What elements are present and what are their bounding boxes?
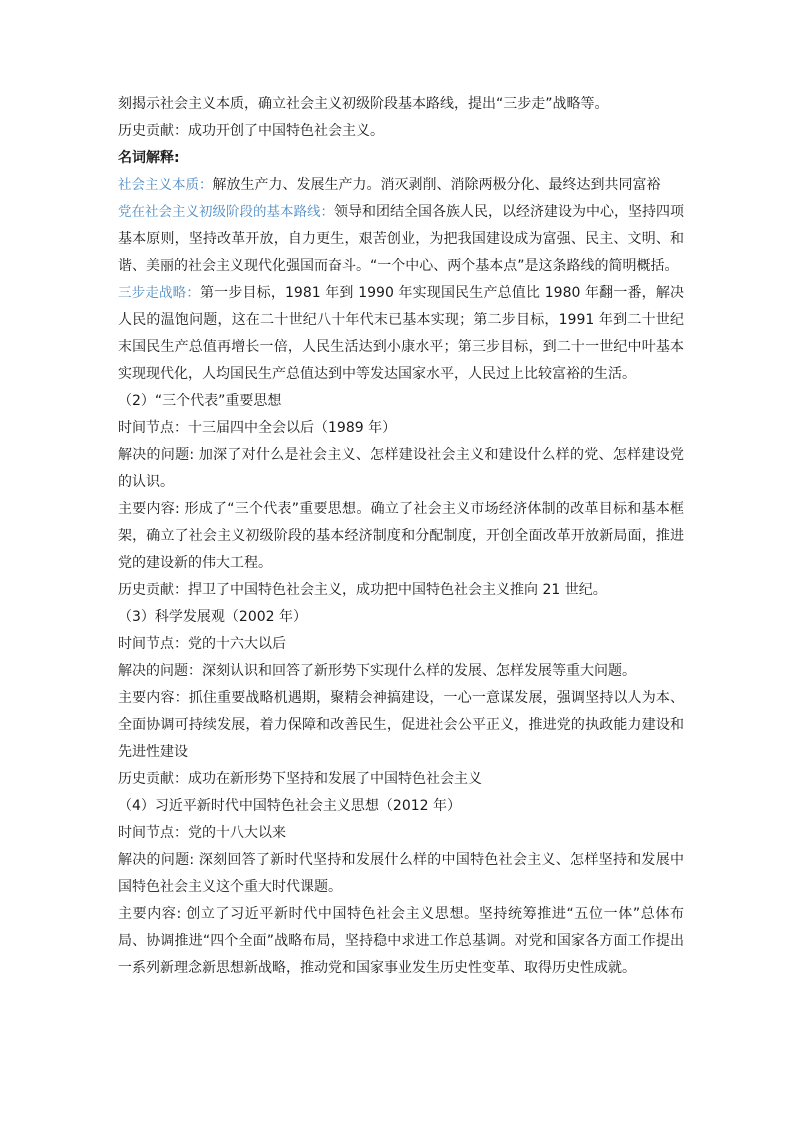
section-time: 时间节点：十三届四中全会以后（1989 年） <box>118 420 397 436</box>
glossary-item <box>118 172 684 199</box>
section-content: 主要内容: 创立了习近平新时代中国特色社会主义思想。坚持统筹推进“五位一体”总体布局、协调推进“四个全面”战略布局，坚持稳中求进工作总基调。对党和国家各方面工作提出一系列新理念新思想新战略，推动党和国家事业发生历史性变革、取得历史性成就。 <box>118 906 684 976</box>
section-heading: （2）“三个代表”重要思想 <box>118 393 282 409</box>
glossary-definition: 第一步目标，1981 年到 1990 年实现国民生产总值比 1980 年翻一番，解决人民的温饱问题，这在二十世纪八十年代末已基本实现；第二步目标，1991 年到二十世纪末国民生产总值再增长一倍，人民生活达到小康水平；第三步目标，到二十一世纪中叶基本实现现代化，人均国民生产总值达到中等发达国家水平，人民过上比较富裕的生活。 <box>118 285 685 382</box>
section-problem: 解决的问题：深刻认识和回答了新形势下实现什么样的发展、怎样发展等重大问题。 <box>118 663 636 679</box>
section-problem: 解决的问题: 加深了对什么是社会主义、怎样建设社会主义和建设什么样的党、怎样建设党的认识。 <box>118 447 684 490</box>
section-content: 主要内容：抓住重要战略机遇期，聚精会神搞建设，一心一意谋发展，强调坚持以人为本、全面协调可持续发展，着力保障和改善民生，促进社会公平正义，推进党的执政能力建设和先进性建设 <box>118 690 684 760</box>
glossary-term: 社会主义本质： <box>118 177 213 193</box>
section-contribution: 历史贡献：成功在新形势下坚持和发展了中国特色社会主义 <box>118 771 482 787</box>
glossary-item <box>118 199 684 280</box>
section-contribution: 历史贡献：捍卫了中国特色社会主义，成功把中国特色社会主义推向 21 世纪。 <box>118 582 607 598</box>
section-heading: （3）科学发展观（2002 年） <box>118 609 307 625</box>
document-page <box>118 91 684 982</box>
glossary-heading: 名词解释: <box>118 150 180 166</box>
section-content: 主要内容: 形成了“三个代表”重要思想。确立了社会主义市场经济体制的改革目标和基本框架，确立了社会主义初级阶段的基本经济制度和分配制度，开创全面改革开放新局面，推进党的建设新的伟大工程。 <box>118 501 684 571</box>
intro-contribution: 历史贡献：成功开创了中国特色社会主义。 <box>118 123 384 139</box>
glossary-item <box>118 280 684 388</box>
glossary-term: 三步走战略： <box>118 285 201 301</box>
glossary-definition: 解放生产力、发展生产力。消灭剥削、消除两极分化、最终达到共同富裕 <box>212 177 661 193</box>
section-time: 时间节点：党的十六大以后 <box>118 636 286 652</box>
section-time: 时间节点：党的十八大以来 <box>118 825 286 841</box>
intro-line: 刻揭示社会主义本质，确立社会主义初级阶段基本路线，提出“三步走”战略等。 <box>118 96 609 112</box>
section-problem: 解决的问题: 深刻回答了新时代坚持和发展什么样的中国特色社会主义、怎样坚持和发展中国特色社会主义这个重大时代课题。 <box>118 852 684 895</box>
glossary-definition: 领导和团结全国各族人民，以经济建设为中心，坚持四项基本原则，坚持改革开放，自力更生，艰苦创业，为把我国建设成为富强、民主、文明、和谐、美丽的社会主义现代化强国而奋斗。“一个中心、两个基本点”是这条路线的简明概括。 <box>118 204 684 274</box>
section-heading: （4）习近平新时代中国特色社会主义思想（2012 年） <box>118 798 461 814</box>
glossary-term: 党在社会主义初级阶段的基本路线： <box>118 204 334 220</box>
